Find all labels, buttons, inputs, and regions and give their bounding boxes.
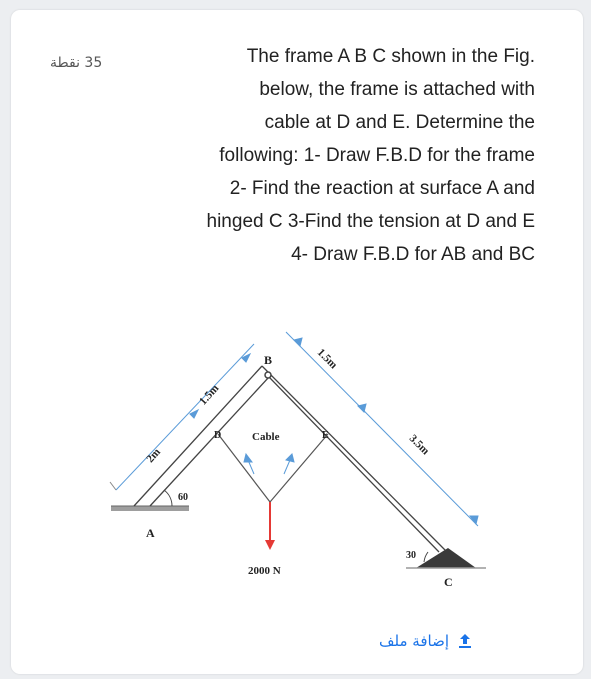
cable-arrows xyxy=(244,454,294,474)
question-line: cable at D and E. Determine the xyxy=(264,112,535,133)
cable xyxy=(218,434,328,502)
question-line: following: 1- Draw F.B.D for the frame xyxy=(219,145,535,166)
question-line: hinged C 3-Find the tension at D and E xyxy=(206,211,535,232)
question-line: 2- Find the reaction at surface A and xyxy=(229,178,535,199)
support-c xyxy=(406,548,486,568)
label-cable: Cable xyxy=(252,431,280,443)
member-ab xyxy=(134,366,269,506)
frame-figure xyxy=(106,330,536,590)
frame-diagram xyxy=(106,330,536,590)
points-label: 35 نقطة xyxy=(50,55,103,71)
question-line: below, the frame is attached with xyxy=(259,79,535,100)
label-dim-15m-right: 1.5m xyxy=(314,346,340,372)
label-e: E xyxy=(322,430,329,441)
label-dim-35m: 3.5m xyxy=(406,432,432,458)
question-line: The frame A B C shown in the Fig. xyxy=(246,46,535,67)
pin-b xyxy=(265,372,271,378)
question-text xyxy=(111,40,535,271)
add-file-label: إضافة ملف xyxy=(379,632,449,650)
label-angle-a: 60 xyxy=(178,492,188,503)
question-line: 4- Draw F.B.D for AB and BC xyxy=(291,244,535,265)
label-load: 2000 N xyxy=(248,565,281,577)
label-angle-c: 30 xyxy=(406,550,416,561)
upload-arrow-icon xyxy=(457,632,473,650)
label-dim-15m-left: 1.5m xyxy=(197,382,222,408)
angle-arc-a xyxy=(164,490,172,506)
load-arrow xyxy=(265,502,275,550)
add-file-button[interactable] xyxy=(379,632,473,650)
label-c: C xyxy=(444,575,453,589)
question-card xyxy=(11,10,583,674)
label-dim-2m: 2m xyxy=(144,446,164,466)
dimension-lines xyxy=(110,332,478,526)
label-d: D xyxy=(214,430,222,441)
label-b: B xyxy=(264,353,273,367)
ground-a xyxy=(111,506,189,511)
label-a: A xyxy=(146,526,155,540)
